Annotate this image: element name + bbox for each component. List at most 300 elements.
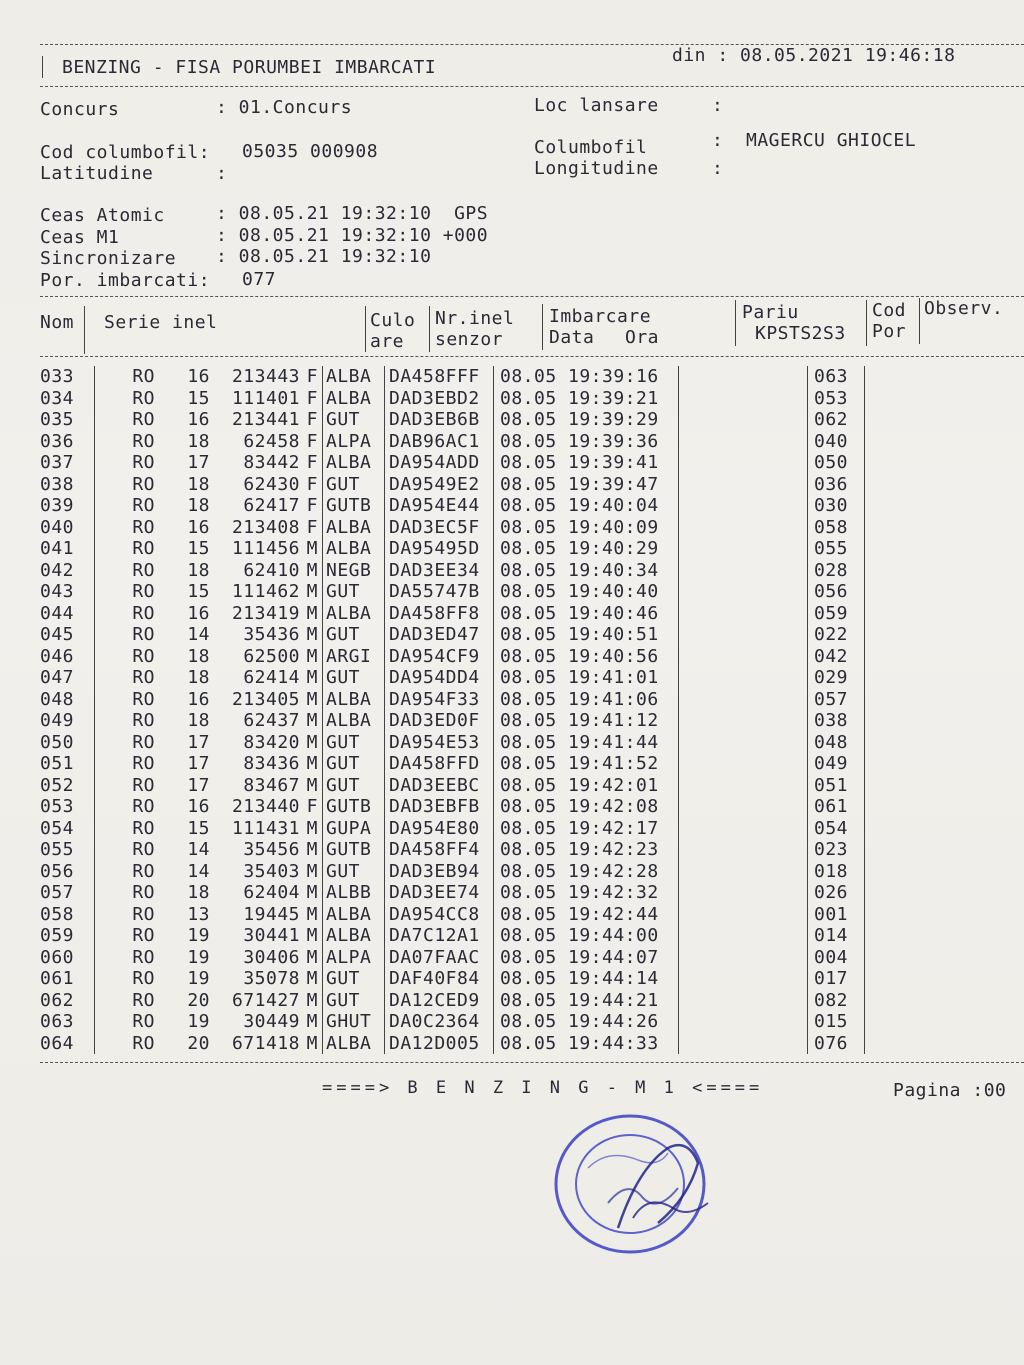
row-sensor: DAD3EB6B [385, 409, 494, 431]
row-sep [86, 861, 95, 883]
row-country: RO [132, 538, 155, 559]
row-ring-number: 19445 [243, 903, 300, 925]
row-year: 16 [187, 516, 210, 538]
table-row [40, 710, 945, 732]
row-pariu [679, 538, 808, 560]
row-ring-number: 671418 [231, 1032, 300, 1054]
row-pariu [679, 710, 808, 732]
col-cod-2: Por [872, 321, 907, 342]
row-time: 19:39:29 [568, 409, 659, 430]
row-date: 08.05 [494, 796, 569, 818]
row-sensor: DA9549E2 [385, 474, 494, 496]
row-cod: 038 [808, 710, 865, 732]
row-time: 19:40:40 [568, 581, 659, 602]
row-color: GUT [323, 474, 385, 496]
row-sep [86, 624, 95, 646]
row-cod: 018 [808, 861, 865, 883]
row-sep [86, 818, 95, 840]
row-observ [865, 861, 946, 883]
row-sensor: DAD3EBFB [385, 796, 494, 818]
row-sex: M [306, 667, 318, 688]
row-observ [865, 839, 946, 861]
column-header-top-rule [40, 296, 1024, 297]
row-country: RO [132, 1011, 155, 1032]
row-sep [86, 603, 95, 625]
row-year: 15 [187, 581, 210, 602]
row-cod: 026 [808, 882, 865, 904]
row-pariu [679, 388, 808, 410]
row-country: RO [132, 645, 155, 667]
ceas-atomic-label: Ceas Atomic [40, 205, 165, 226]
latitudine-value: : [216, 163, 228, 184]
loc-lansare-label: Loc lansare [534, 95, 659, 116]
row-sep [86, 495, 95, 517]
row-ring-number: 111462 [231, 581, 300, 602]
table-row [40, 796, 945, 818]
row-ring-number: 213443 [231, 366, 300, 387]
row-time: 19:41:12 [568, 710, 659, 731]
row-pariu [679, 366, 808, 388]
row-sensor: DA95495D [385, 538, 494, 560]
row-sensor: DA55747B [385, 581, 494, 603]
row-cod: 056 [808, 581, 865, 603]
row-time: 19:40:04 [568, 495, 659, 516]
row-sensor: DA12CED9 [385, 990, 494, 1012]
row-sensor: DA458FFD [385, 753, 494, 775]
row-country: RO [132, 903, 155, 925]
row-color: ALBA [323, 904, 385, 926]
row-color: NEGB [323, 560, 385, 582]
row-sex: M [306, 817, 318, 839]
row-country: RO [132, 602, 155, 624]
row-country: RO [132, 387, 155, 409]
row-observ [865, 1011, 946, 1033]
table-row [40, 775, 945, 797]
row-observ [865, 667, 946, 689]
row-year: 18 [187, 710, 210, 731]
sincronizare-label: Sincronizare [40, 248, 177, 269]
row-cod: 022 [808, 624, 865, 646]
row-nom: 036 [40, 430, 75, 452]
row-cod: 040 [808, 431, 865, 453]
row-observ [865, 603, 946, 625]
row-year: 19 [187, 946, 210, 968]
row-color: GUT [323, 581, 385, 603]
table-row [40, 538, 945, 560]
row-pariu [679, 581, 808, 603]
row-sex: M [306, 882, 318, 903]
row-sensor: DAD3EE74 [385, 882, 494, 904]
row-color: GUT [323, 990, 385, 1012]
row-cod: 014 [808, 925, 865, 947]
row-cod: 017 [808, 968, 865, 990]
col-nrinel-1: Nr.inel [435, 308, 515, 329]
columbofil-value: : MAGERCU GHIOCEL [712, 130, 917, 151]
row-date: 08.05 [494, 517, 569, 539]
header-dashed-rule [40, 86, 1024, 87]
document-date: din : 08.05.2021 19:46:18 [672, 45, 956, 66]
row-ring-number: 62404 [243, 882, 300, 903]
row-observ [865, 796, 946, 818]
row-nom: 050 [40, 731, 75, 753]
row-sex: M [306, 925, 318, 946]
row-ring-number: 111456 [231, 538, 300, 559]
row-country: RO [132, 860, 155, 882]
row-nom: 041 [40, 538, 75, 559]
row-cod: 058 [808, 517, 865, 539]
row-sex: M [306, 645, 318, 667]
row-cod: 053 [808, 388, 865, 410]
header-left-bar [42, 56, 43, 78]
col-culoare-1: Culo [370, 310, 416, 331]
row-date: 08.05 [494, 882, 569, 904]
row-ring-number: 62417 [243, 495, 300, 516]
row-country: RO [132, 452, 155, 473]
row-sep [86, 560, 95, 582]
row-time: 19:41:52 [568, 753, 659, 774]
row-sex: F [306, 452, 318, 473]
row-pariu [679, 968, 808, 990]
row-sensor: DAD3ED47 [385, 624, 494, 646]
table-row [40, 753, 945, 775]
row-sensor: DA07FAAC [385, 947, 494, 969]
row-year: 18 [187, 495, 210, 516]
row-color: ALBB [323, 882, 385, 904]
row-date: 08.05 [494, 818, 569, 840]
row-cod: 054 [808, 818, 865, 840]
row-time: 19:39:21 [568, 387, 659, 409]
row-year: 20 [187, 989, 210, 1011]
table-row [40, 603, 945, 625]
row-pariu [679, 925, 808, 947]
row-cod: 057 [808, 689, 865, 711]
row-color: ALBA [323, 517, 385, 539]
row-sep [86, 732, 95, 754]
row-year: 18 [187, 559, 210, 581]
row-sex: F [306, 796, 318, 817]
row-cod: 030 [808, 495, 865, 517]
row-observ [865, 882, 946, 904]
row-sex: M [306, 710, 318, 731]
row-ring-number: 83442 [243, 452, 300, 473]
row-time: 19:39:36 [568, 430, 659, 452]
row-observ [865, 517, 946, 539]
col-sep-2 [365, 306, 366, 352]
table-row [40, 904, 945, 926]
row-sep [86, 689, 95, 711]
col-pariu-1: Pariu [742, 302, 799, 323]
table-row [40, 646, 945, 668]
row-pariu [679, 947, 808, 969]
row-observ [865, 818, 946, 840]
row-time: 19:40:29 [568, 538, 659, 559]
row-sensor: DA954F33 [385, 689, 494, 711]
row-country: RO [132, 495, 155, 516]
row-ring-number: 62414 [243, 667, 300, 688]
row-color: ALBA [323, 388, 385, 410]
document-title: BENZING - FISA PORUMBEI IMBARCATI [62, 57, 437, 78]
row-sex: F [306, 430, 318, 452]
row-sep [86, 646, 95, 668]
row-year: 18 [187, 645, 210, 667]
row-ring-number: 213440 [231, 796, 300, 817]
row-year: 18 [187, 473, 210, 495]
row-sep [86, 409, 95, 431]
row-color: GUT [323, 753, 385, 775]
row-sex: F [306, 473, 318, 495]
row-nom: 037 [40, 452, 75, 473]
row-time: 19:41:01 [568, 667, 659, 688]
concurs-label: Concurs [40, 99, 120, 120]
row-cod: 076 [808, 1033, 865, 1055]
col-ora: Ora [625, 327, 660, 348]
ceas-m1-label: Ceas M1 [40, 227, 120, 248]
row-ring-number: 62500 [243, 645, 300, 667]
row-date: 08.05 [494, 861, 569, 883]
row-time: 19:39:47 [568, 473, 659, 495]
row-country: RO [132, 753, 155, 774]
pigeon-table-body [40, 366, 945, 1054]
row-observ [865, 495, 946, 517]
row-sensor: DA954DD4 [385, 667, 494, 689]
row-observ [865, 409, 946, 431]
row-nom: 057 [40, 882, 75, 903]
latitudine-label: Latitudine [40, 163, 154, 184]
row-sensor: DAF40F84 [385, 968, 494, 990]
row-year: 17 [187, 731, 210, 753]
row-time: 19:40:46 [568, 602, 659, 624]
row-pariu [679, 431, 808, 453]
row-color: ALBA [323, 538, 385, 560]
row-time: 19:41:44 [568, 731, 659, 753]
row-ring-number: 213405 [231, 688, 300, 710]
row-sensor: DAD3EB94 [385, 861, 494, 883]
row-color: GUTB [323, 495, 385, 517]
row-color: ALBA [323, 366, 385, 388]
col-nom: Nom [40, 312, 75, 333]
row-sensor: DA954ADD [385, 452, 494, 474]
row-pariu [679, 796, 808, 818]
row-nom: 042 [40, 559, 75, 581]
row-time: 19:42:44 [568, 903, 659, 925]
row-time: 19:42:17 [568, 817, 659, 839]
row-ring-number: 62458 [243, 430, 300, 452]
row-nom: 035 [40, 409, 75, 430]
row-pariu [679, 517, 808, 539]
row-nom: 033 [40, 366, 75, 387]
row-date: 08.05 [494, 624, 569, 646]
row-sex: M [306, 688, 318, 710]
row-time: 19:41:06 [568, 688, 659, 710]
longitudine-label: Longitudine [534, 158, 659, 179]
row-pariu [679, 560, 808, 582]
row-sep [86, 839, 95, 861]
row-sep [86, 667, 95, 689]
por-imbarcati-value: 077 [242, 269, 277, 290]
table-row [40, 452, 945, 474]
row-time: 19:40:34 [568, 559, 659, 581]
row-country: RO [132, 774, 155, 796]
table-row [40, 882, 945, 904]
row-country: RO [132, 581, 155, 602]
row-observ [865, 366, 946, 388]
row-country: RO [132, 968, 155, 989]
row-year: 19 [187, 925, 210, 946]
row-sensor: DA954CC8 [385, 904, 494, 926]
row-sep [86, 904, 95, 926]
row-date: 08.05 [494, 947, 569, 969]
row-cod: 004 [808, 947, 865, 969]
row-color: ALBA [323, 689, 385, 711]
row-observ [865, 775, 946, 797]
row-sex: M [306, 538, 318, 559]
row-sensor: DA458FFF [385, 366, 494, 388]
row-year: 17 [187, 452, 210, 473]
row-sex: M [306, 839, 318, 860]
row-observ [865, 431, 946, 453]
row-color: GHUT [323, 1011, 385, 1033]
row-year: 18 [187, 430, 210, 452]
col-nrinel-2: senzor [435, 329, 504, 350]
col-serie-inel: Serie inel [104, 312, 218, 333]
row-cod: 028 [808, 560, 865, 582]
row-date: 08.05 [494, 839, 569, 861]
row-nom: 038 [40, 473, 75, 495]
row-sensor: DA12D005 [385, 1033, 494, 1055]
table-row [40, 990, 945, 1012]
row-country: RO [132, 409, 155, 430]
row-time: 19:39:16 [568, 366, 659, 387]
row-pariu [679, 409, 808, 431]
row-sep [86, 1033, 95, 1055]
row-sep [86, 753, 95, 775]
row-color: ALBA [323, 710, 385, 732]
row-country: RO [132, 366, 155, 387]
row-observ [865, 947, 946, 969]
page-number: Pagina :00 [893, 1080, 1007, 1101]
row-cod: 029 [808, 667, 865, 689]
row-observ [865, 753, 946, 775]
row-color: ALPA [323, 947, 385, 969]
row-country: RO [132, 1032, 155, 1054]
row-pariu [679, 904, 808, 926]
row-color: ALPA [323, 431, 385, 453]
row-sensor: DA458FF8 [385, 603, 494, 625]
row-ring-number: 671427 [231, 989, 300, 1011]
table-row [40, 968, 945, 990]
row-pariu [679, 624, 808, 646]
row-country: RO [132, 667, 155, 688]
row-color: GUT [323, 775, 385, 797]
row-date: 08.05 [494, 603, 569, 625]
table-row [40, 495, 945, 517]
row-date: 08.05 [494, 409, 569, 431]
row-year: 16 [187, 796, 210, 817]
pigeon-table [40, 366, 945, 1054]
row-cod: 042 [808, 646, 865, 668]
row-nom: 064 [40, 1032, 75, 1054]
row-cod: 051 [808, 775, 865, 797]
row-nom: 048 [40, 688, 75, 710]
row-cod: 001 [808, 904, 865, 926]
row-ring-number: 30441 [243, 925, 300, 946]
row-time: 19:42:32 [568, 882, 659, 903]
row-date: 08.05 [494, 689, 569, 711]
table-row [40, 409, 945, 431]
row-pariu [679, 753, 808, 775]
row-ring-number: 111401 [231, 387, 300, 409]
row-ring-number: 83436 [243, 753, 300, 774]
col-observ: Observ. [924, 298, 1004, 319]
row-sensor: DAD3EBD2 [385, 388, 494, 410]
col-data: Data [549, 327, 595, 348]
row-sex: M [306, 860, 318, 882]
table-row [40, 366, 945, 388]
row-pariu [679, 839, 808, 861]
row-sensor: DAD3EE34 [385, 560, 494, 582]
col-sep-4 [542, 304, 543, 350]
table-row [40, 839, 945, 861]
row-sensor: DA954E80 [385, 818, 494, 840]
col-sep-3 [429, 306, 430, 352]
row-color: GUTB [323, 839, 385, 861]
row-cod: 050 [808, 452, 865, 474]
concurs-value: : 01.Concurs [216, 97, 353, 118]
row-date: 08.05 [494, 646, 569, 668]
row-cod: 048 [808, 732, 865, 754]
row-pariu [679, 452, 808, 474]
row-date: 08.05 [494, 775, 569, 797]
row-sep [86, 710, 95, 732]
row-date: 08.05 [494, 732, 569, 754]
row-observ [865, 968, 946, 990]
row-sep [86, 581, 95, 603]
longitudine-value: : [712, 158, 724, 179]
row-ring-number: 30449 [243, 1011, 300, 1032]
row-sep [86, 517, 95, 539]
row-nom: 034 [40, 387, 75, 409]
row-pariu [679, 1011, 808, 1033]
row-date: 08.05 [494, 753, 569, 775]
row-time: 19:39:41 [568, 452, 659, 473]
row-time: 19:42:08 [568, 796, 659, 817]
row-cod: 015 [808, 1011, 865, 1033]
row-nom: 053 [40, 796, 75, 817]
row-date: 08.05 [494, 431, 569, 453]
row-year: 16 [187, 409, 210, 430]
row-country: RO [132, 731, 155, 753]
row-year: 16 [187, 602, 210, 624]
row-sensor: DA7C12A1 [385, 925, 494, 947]
row-sep [86, 452, 95, 474]
row-sex: M [306, 559, 318, 581]
row-sex: F [306, 366, 318, 387]
row-nom: 054 [40, 817, 75, 839]
row-nom: 047 [40, 667, 75, 688]
table-row [40, 861, 945, 883]
row-date: 08.05 [494, 495, 569, 517]
row-color: ALBA [323, 1033, 385, 1055]
row-observ [865, 1033, 946, 1055]
row-year: 14 [187, 624, 210, 645]
table-bottom-rule [40, 1062, 1024, 1063]
row-pariu [679, 474, 808, 496]
row-sex: M [306, 731, 318, 753]
row-country: RO [132, 882, 155, 903]
row-date: 08.05 [494, 388, 569, 410]
footer-benzing-m1: ====> B E N Z I N G - M 1 <==== [322, 1078, 764, 1098]
row-time: 19:42:01 [568, 774, 659, 796]
